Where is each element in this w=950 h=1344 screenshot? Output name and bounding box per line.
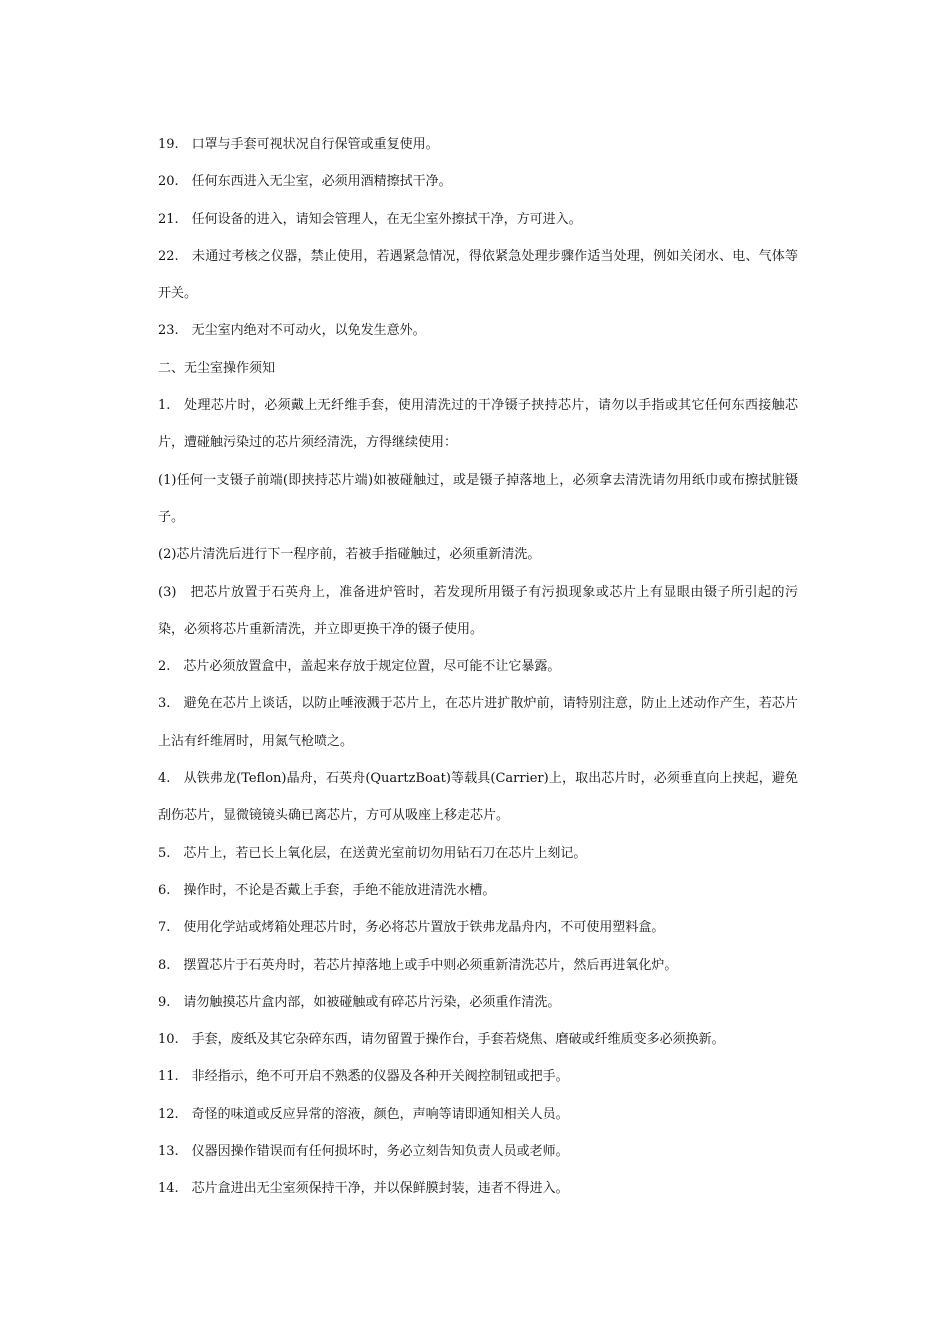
- operation-item-14: 14. 芯片盒进出无尘室须保持干净，并以保鲜膜封装，违者不得进入。: [158, 1181, 569, 1197]
- document-body: [158, 126, 798, 1208]
- section-heading: 二、无尘室操作须知: [158, 360, 276, 376]
- rule-item-21: 21. 任何设备的进入，请知会管理人，在无尘室外擦拭干净，方可进入。: [158, 211, 582, 227]
- operation-item-3: 3. 避免在芯片上谈话，以防止唾液溅于芯片上，在芯片进扩散炉前，请特别注意，防止上述动作产生，若芯片上沾有纤维屑时，用氮气枪喷之。: [158, 696, 798, 749]
- operation-item-4: 4. 从铁弗龙(Teflon)晶舟，石英舟(QuartzBoat)等载具(Carrier)上，取出芯片时，必须垂直向上挟起，避免刮伤芯片，显微镜镜头确已离芯片，方可从吸座上移走芯片。: [158, 771, 798, 824]
- operation-subitem-1: (1)任何一支镊子前端(即挟持芯片端)如被碰触过，或是镊子掉落地上，必须拿去清洗请勿用纸巾或布擦拭脏镊子。: [158, 472, 798, 525]
- operation-subitem-3: (3) 把芯片放置于石英舟上，准备进炉管时，若发现所用镊子有污损现象或芯片上有显眼由镊子所引起的污染，必须将芯片重新清洗，并立即更换干净的镊子使用。: [158, 584, 798, 637]
- operation-item-13: 13. 仪器因操作错误而有任何损坏时，务必立刻告知负责人员或老师。: [158, 1144, 569, 1160]
- rule-item-20: 20. 任何东西进入无尘室，必须用酒精擦拭干净。: [158, 174, 452, 190]
- operation-item-12: 12. 奇怪的味道或反应异常的溶液，颜色，声响等请即通知相关人员。: [158, 1106, 569, 1122]
- rule-item-22: 22. 未通过考核之仪器，禁止使用，若遇紧急情况，得依紧急处理步骤作适当处理，例如关闭水、电、气体等开关。: [158, 248, 798, 302]
- operation-item-8: 8. 摆置芯片于石英舟时，若芯片掉落地上或手中则必须重新清洗芯片，然后再进氧化炉。: [158, 957, 678, 973]
- rule-item-23: 23. 无尘室内绝对不可动火，以免发生意外。: [158, 323, 426, 339]
- operation-item-7: 7. 使用化学站或烤箱处理芯片时，务必将芯片置放于铁弗龙晶舟内，不可使用塑料盒。: [158, 920, 665, 936]
- operation-item-5: 5. 芯片上，若已长上氧化层，在送黄光室前切勿用钻石刀在芯片上刻记。: [158, 845, 587, 861]
- operation-subitem-2: (2)芯片清洗后进行下一程序前，若被手指碰触过，必须重新清洗。: [158, 547, 541, 563]
- operation-item-6: 6. 操作时，不论是否戴上手套，手绝不能放进清洗水槽。: [158, 882, 496, 898]
- operation-item-1: 1. 处理芯片时，必须戴上无纤维手套，使用清洗过的干净镊子挟持芯片，请勿以手指或其它任何东西接触芯片，遭碰触污染过的芯片须经清洗，方得继续使用：: [158, 398, 798, 451]
- operation-item-11: 11. 非经指示，绝不可开启不熟悉的仪器及各种开关阀控制钮或把手。: [158, 1069, 569, 1085]
- operation-item-2: 2. 芯片必须放置盒中，盖起来存放于规定位置，尽可能不让它暴露。: [158, 659, 561, 675]
- rule-item-19: 19. 口罩与手套可视状况自行保管或重复使用。: [158, 137, 439, 152]
- operation-item-9: 9. 请勿触摸芯片盒内部，如被碰触或有碎芯片污染，必须重作清洗。: [158, 994, 561, 1010]
- operation-item-10: 10. 手套，废纸及其它杂碎东西，请勿留置于操作台，手套若烧焦、磨破或纤维质变多必须换新。: [158, 1032, 725, 1048]
